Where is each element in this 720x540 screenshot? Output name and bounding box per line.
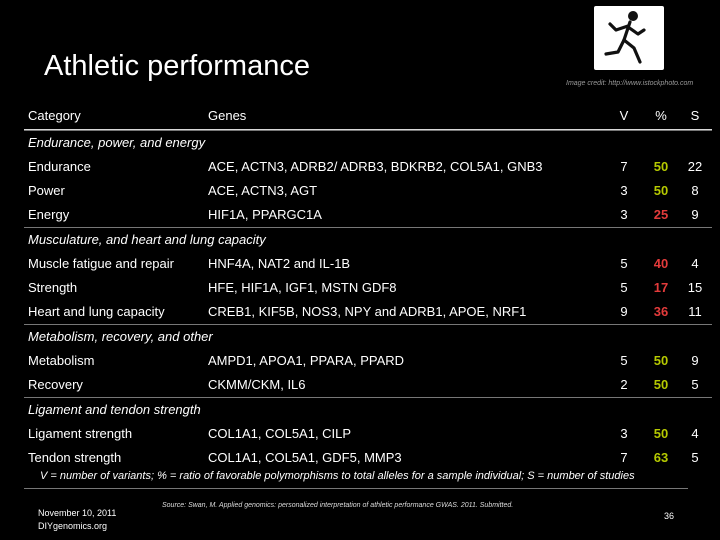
cell-genes: ACE, ACTN3, ADRB2/ ADRB3, BDKRB2, COL5A1, GNB3 xyxy=(208,159,543,174)
cell-variants: 3 xyxy=(620,183,628,198)
cell-variants: 3 xyxy=(620,426,628,441)
table-row xyxy=(24,203,712,227)
cell-genes: CKMM/CKM, IL6 xyxy=(208,377,306,392)
footnote: V = number of variants; % = ratio of favorable polymorphisms to total alleles for a sample individual; S = number of studies xyxy=(40,470,635,482)
table-header xyxy=(24,103,712,130)
page-number: 36 xyxy=(664,511,675,521)
cell-studies: 5 xyxy=(691,450,699,465)
cell-studies: 8 xyxy=(691,183,699,198)
cell-category: Endurance xyxy=(28,159,91,174)
cell-studies: 4 xyxy=(691,426,699,441)
footer-date-site xyxy=(38,507,116,533)
cell-category: Metabolism xyxy=(28,353,95,368)
table-row xyxy=(24,446,712,470)
table-row xyxy=(24,179,712,203)
cell-percent: 25 xyxy=(653,207,669,222)
cell-percent: 50 xyxy=(653,377,669,392)
cell-variants: 5 xyxy=(620,353,628,368)
section-title: Metabolism, recovery, and other xyxy=(28,329,213,344)
cell-genes: COL1A1, COL5A1, GDF5, MMP3 xyxy=(208,450,402,465)
table-row xyxy=(24,373,712,397)
cell-variants: 9 xyxy=(620,304,628,319)
section-heading xyxy=(24,227,712,252)
cell-genes: ACE, ACTN3, AGT xyxy=(208,183,318,198)
cell-variants: 3 xyxy=(620,207,628,222)
cell-percent: 63 xyxy=(653,450,669,465)
header-variants: V xyxy=(619,108,629,123)
cell-variants: 7 xyxy=(620,450,628,465)
footer-site: DIYgenomics.org xyxy=(38,521,108,531)
cell-studies: 9 xyxy=(691,207,699,222)
cell-category: Recovery xyxy=(28,377,83,392)
cell-category: Ligament strength xyxy=(28,426,133,441)
cell-studies: 11 xyxy=(688,304,702,319)
footer-date: November 10, 2011 xyxy=(38,508,117,518)
table-row xyxy=(24,155,712,179)
cell-percent: 50 xyxy=(653,353,669,368)
cell-percent: 36 xyxy=(653,304,669,319)
header-category: Category xyxy=(28,108,81,123)
cell-genes: AMPD1, APOA1, PPARA, PPARD xyxy=(208,353,405,368)
section-title: Endurance, power, and energy xyxy=(28,135,206,150)
cell-category: Power xyxy=(28,183,65,198)
table-row xyxy=(24,276,712,300)
header-genes: Genes xyxy=(208,108,247,123)
cell-category: Energy xyxy=(28,207,70,222)
running-man-icon xyxy=(594,6,664,70)
cell-studies: 5 xyxy=(691,377,699,392)
cell-category: Muscle fatigue and repair xyxy=(28,256,174,271)
table-row xyxy=(24,300,712,324)
cell-percent: 40 xyxy=(653,256,669,271)
slide-title: Athletic performance xyxy=(44,50,310,82)
cell-studies: 4 xyxy=(691,256,699,271)
cell-studies: 15 xyxy=(687,280,703,295)
source-citation: Source: Swan, M. Applied genomics: personalized interpretation of athletic performance GWAS. 2011. Submitted. xyxy=(162,502,514,509)
cell-studies: 9 xyxy=(691,353,699,368)
cell-studies: 22 xyxy=(687,159,703,174)
cell-variants: 2 xyxy=(620,377,628,392)
image-credit: Image credit: http://www.istockphoto.com xyxy=(566,80,694,87)
cell-variants: 7 xyxy=(620,159,628,174)
cell-percent: 50 xyxy=(653,159,669,174)
header-studies: S xyxy=(690,108,700,123)
section-title: Ligament and tendon strength xyxy=(28,402,201,417)
cell-variants: 5 xyxy=(620,256,628,271)
header-percent: % xyxy=(655,108,667,123)
table-row xyxy=(24,252,712,276)
cell-genes: HIF1A, PPARGC1A xyxy=(208,207,322,222)
genes-table xyxy=(24,103,712,470)
cell-percent: 50 xyxy=(653,426,669,441)
cell-genes: HFE, HIF1A, IGF1, MSTN GDF8 xyxy=(208,280,397,295)
footer-divider xyxy=(24,488,688,489)
cell-category: Heart and lung capacity xyxy=(28,304,165,319)
cell-percent: 50 xyxy=(653,183,669,198)
section-heading xyxy=(24,324,712,349)
cell-percent: 17 xyxy=(653,280,669,295)
cell-category: Tendon strength xyxy=(28,450,122,465)
section-title: Musculature, and heart and lung capacity xyxy=(28,232,266,247)
cell-variants: 5 xyxy=(620,280,628,295)
cell-genes: COL1A1, COL5A1, CILP xyxy=(208,426,352,441)
cell-genes: HNF4A, NAT2 and IL-1B xyxy=(208,256,351,271)
section-heading xyxy=(24,130,712,155)
section-heading xyxy=(24,397,712,422)
cell-category: Strength xyxy=(28,280,78,295)
cell-genes: CREB1, KIF5B, NOS3, NPY and ADRB1, APOE, NRF1 xyxy=(208,304,527,319)
table-body xyxy=(24,130,712,470)
table-row xyxy=(24,422,712,446)
table-row xyxy=(24,349,712,373)
